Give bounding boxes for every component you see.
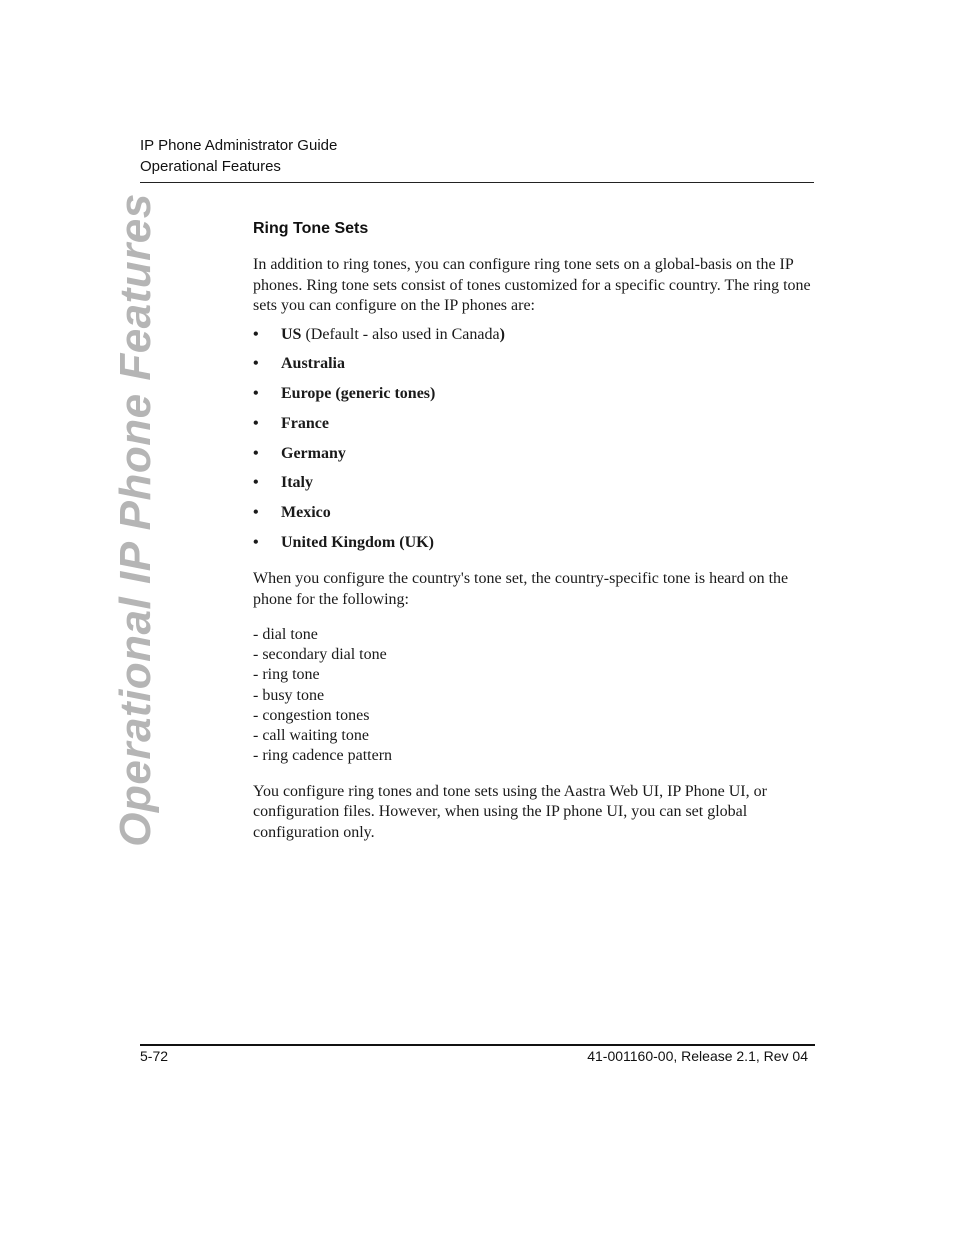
list-item-bold: Germany (281, 444, 346, 462)
list-item-bold: Europe (generic tones) (281, 385, 436, 403)
bullet-icon: • (253, 504, 259, 522)
tone-item: - ring cadence pattern (253, 747, 393, 765)
list-item-bold: United Kingdom (UK) (281, 534, 434, 552)
main-content (253, 218, 815, 851)
bullet-icon: • (253, 414, 259, 432)
bullet-icon: • (253, 444, 259, 462)
tone-item: - congestion tones (253, 706, 370, 724)
bullet-icon: • (253, 385, 259, 403)
header-chapter-title: Operational Features (140, 158, 281, 175)
document-id: 41-001160-00, Release 2.1, Rev 04 (587, 1048, 808, 1064)
side-chapter-title: Operational IP Phone Features (111, 193, 160, 847)
closing-paragraph: You configure ring tones and tone sets using the Aastra Web UI, IP Phone UI, or configuration files. However, when using the IP phone UI, you can set global configuration only. (253, 782, 767, 841)
country-tone-paragraph: When you configure the country's tone set, the country-specific tone is heard on the phone for the following: (253, 570, 789, 608)
bullet-icon: • (253, 474, 259, 492)
section-heading: Ring Tone Sets (253, 220, 369, 237)
list-item-bold: France (281, 414, 329, 432)
tone-item: - ring tone (253, 666, 320, 684)
list-item (253, 414, 815, 434)
list-item-note: (Default - also used in Canada (301, 325, 500, 343)
bullet-icon: • (253, 355, 259, 373)
list-item-bold: Mexico (281, 504, 331, 522)
list-item (253, 384, 815, 404)
list-item-bold: Australia (281, 355, 345, 373)
header-guide-title: IP Phone Administrator Guide (140, 137, 338, 154)
page-number: 5-72 (140, 1048, 169, 1064)
footer-divider (140, 1044, 815, 1046)
tone-set-list (253, 325, 815, 554)
list-item (253, 354, 815, 374)
bullet-icon: • (253, 534, 259, 552)
list-item-bold: US (281, 325, 302, 343)
tone-item: - call waiting tone (253, 727, 369, 745)
tone-item: - dial tone (253, 626, 318, 644)
list-item-bold: Italy (281, 474, 313, 492)
list-item (253, 473, 815, 493)
page-header (140, 135, 814, 177)
header-divider (140, 182, 814, 183)
intro-paragraph: In addition to ring tones, you can configure ring tone sets on a global-basis on the IP phones. Ring tone sets consist of tones customized for a specific country. The ring tone sets you can configure on the IP phones are: (253, 256, 811, 314)
bullet-icon: • (253, 325, 259, 343)
list-item (253, 533, 815, 553)
tone-item: - secondary dial tone (253, 646, 387, 664)
tone-type-list (253, 625, 815, 766)
list-item (253, 444, 815, 464)
tone-item: - busy tone (253, 686, 325, 704)
list-item (253, 325, 815, 345)
list-item (253, 503, 815, 523)
list-item-note-close: ) (499, 325, 505, 343)
